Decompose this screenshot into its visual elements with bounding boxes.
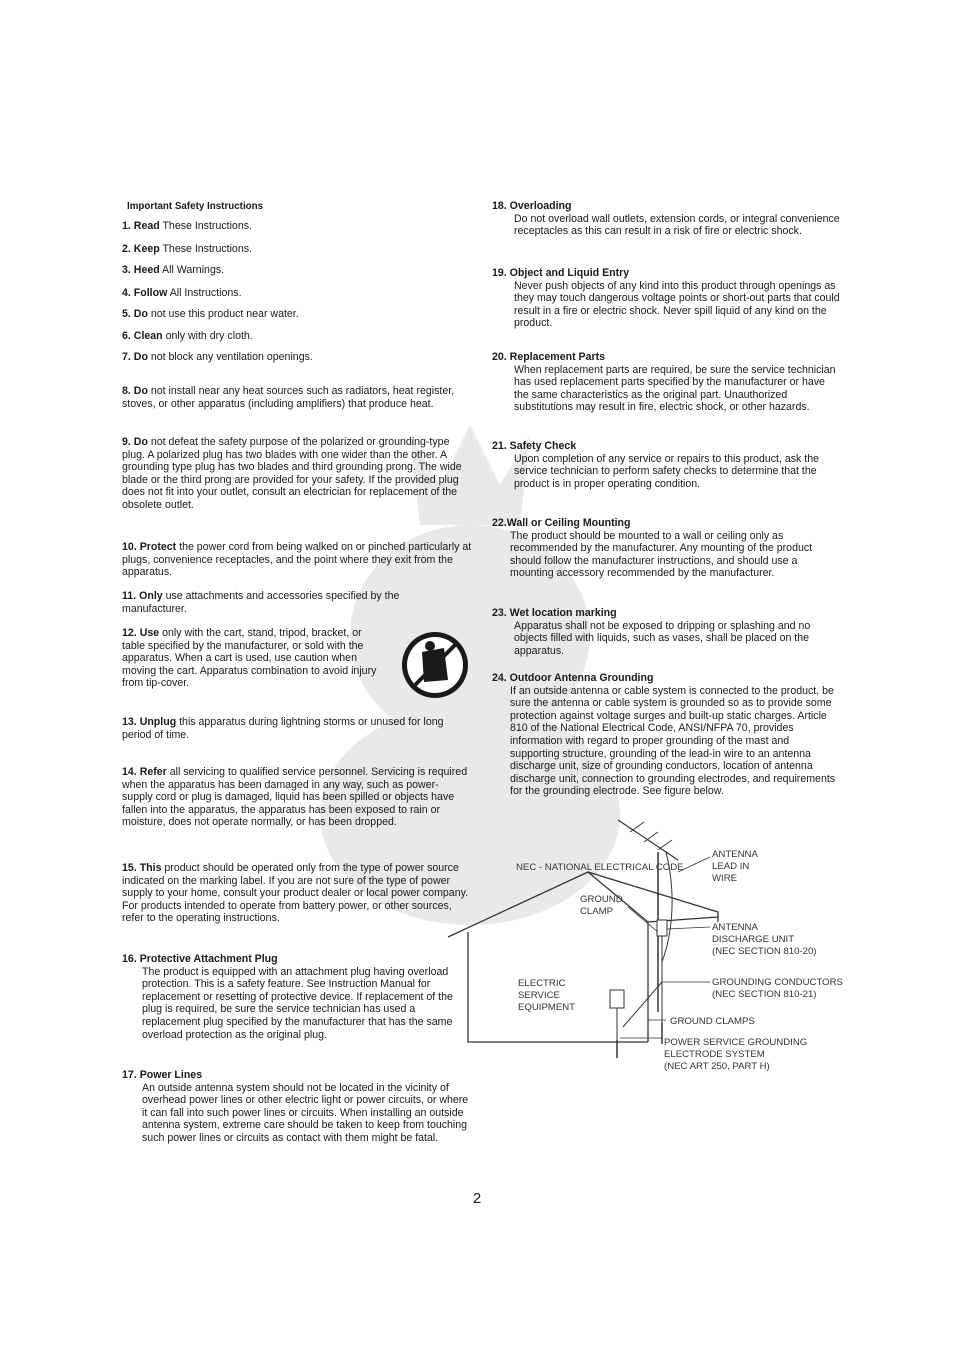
list-item: 21. Safety Check Upon completion of any service or repairs to this product, ask the service technician to perform safety checks to determine that the product is in proper operating condition. <box>492 440 820 490</box>
list-item: 14. Refer all servicing to qualified service personnel. Servicing is required when the apparatus has been damaged in any way, such as power-supply cord or plug is damaged, liquid has been spilled or objects have fallen into the apparatus, the apparatus has been exposed to rain or moisture, does not operate normally, or has been dropped. <box>122 766 468 829</box>
nec-label: NEC - NATIONAL ELECTRICAL CODE <box>516 862 684 873</box>
label-antenna-lead-in: WIRE <box>712 873 738 884</box>
label-electric-service: ELECTRIC <box>518 978 566 989</box>
label-antenna-lead-in: LEAD IN <box>712 861 750 872</box>
list-item: 8. Do not install near any heat sources such as radiators, heat register, stoves, or other apparatus (including amplifiers) that produce heat. <box>122 385 455 410</box>
section-heading: Important Safety Instructions <box>127 201 264 212</box>
label-power-service-grounding: ELECTRODE SYSTEM <box>664 1049 765 1060</box>
list-item: 18. Overloading Do not overload wall outlets, extension cords, or integral convenience receptacles as this can result in a risk of fire or electric shock. <box>492 200 840 238</box>
label-power-service-grounding: POWER SERVICE GROUNDING <box>664 1037 808 1048</box>
left-column <box>121 201 477 217</box>
label-discharge-unit: ANTENNA <box>712 922 758 933</box>
list-item: 10. Protect the power cord from being walked on or pinched particularly at plugs, convenience receptacles, and the point where they exit from the apparatus. <box>122 541 472 579</box>
antenna-element <box>618 820 678 860</box>
label-power-service-grounding: (NEC ART 250, PART H) <box>664 1061 770 1072</box>
label-electric-service: SERVICE <box>518 990 560 1001</box>
list-item: 4. Follow All Instructions. <box>122 287 242 299</box>
list-item: 5. Do not use this product near water. <box>122 308 299 320</box>
label-ground-clamp: CLAMP <box>580 906 614 917</box>
label-ground-clamps: GROUND CLAMPS <box>670 1016 755 1027</box>
list-item: 12. Use only with the cart, stand, tripod, bracket, or table specified by the manufacturer, or sold with the apparatus. When a cart is used, use caution when moving the cart. Apparatus combination to avoid injury from tip-cover. <box>122 627 377 690</box>
lead-in-wire <box>662 852 672 1022</box>
list-item: 13. Unplug this apparatus during lightning storms or unused for long period of time. <box>122 716 444 741</box>
list-item: 23. Wet location marking Apparatus shall not be exposed to dripping or splashing and no objects filled with liquids, such as vases, shall be placed on the apparatus. <box>492 607 811 657</box>
list-item: 1. Read These Instructions. <box>122 220 252 232</box>
discharge-unit <box>657 920 667 936</box>
antenna-grounding-diagram <box>448 812 858 1082</box>
grounding-conductor <box>623 936 662 1027</box>
list-item: 17. Power Lines An outside antenna system should not be located in the vicinity of overhead power lines or other electric light or power circuits, or where it can fall into such power lines or circuits. When installing an outside antenna system, extreme care should be taken to keep from touching such power lines or circuits as contact with them might be fatal. <box>122 1069 469 1144</box>
list-item: 9. Do not defeat the safety purpose of the polarized or grounding-type plug. A polarized plug has two blades with one wider than the other. A grounding type plug has two blades and third grounding prong. The wide blade or the third prong are provided for your safety. If the provided plug does not fit into your outlet, consult an electrician for replacement of the obsolete outlet. <box>122 436 462 511</box>
electric-service-box <box>610 990 624 1008</box>
label-electric-service: EQUIPMENT <box>518 1002 576 1013</box>
list-item: 15. This product should be operated only from the type of power source indicated on the marking label. If you are not sure of the type of power supply to your home, consult your product dealer or local power company. For products intended to operate from battery power, or other sources, refer to the operating instructions. <box>122 862 469 925</box>
list-item: 22.Wall or Ceiling Mounting The product should be mounted to a wall or ceiling only as recommended by the manufacturer. Any mounting of the product should follow the manufacturer instructions, and should use a mounting accessory recommended by the manufacturer. <box>492 517 813 580</box>
list-item: 7. Do not block any ventilation openings. <box>122 351 313 363</box>
list-item: 19. Object and Liquid Entry Never push objects of any kind into this product through openings as they may touch dangerous voltage points or short-out parts that could result in a fire or electric shock. Never spill liquid of any kind on the product. <box>492 267 840 330</box>
list-item: 11. Only use attachments and accessories specified by the manufacturer. <box>122 590 400 615</box>
page-number: 2 <box>472 1190 482 1207</box>
label-grounding-conductors: (NEC SECTION 810-21) <box>712 989 817 1000</box>
list-item: 6. Clean only with dry cloth. <box>122 330 253 342</box>
label-discharge-unit: (NEC SECTION 810-20) <box>712 946 817 957</box>
label-ground-clamp: GROUND <box>580 894 623 905</box>
label-discharge-unit: DISCHARGE UNIT <box>712 934 795 945</box>
cart-warning-icon <box>400 630 470 700</box>
list-item: 2. Keep These Instructions. <box>122 243 252 255</box>
label-antenna-lead-in: ANTENNA <box>712 849 758 860</box>
list-item: 16. Protective Attachment Plug The product is equipped with an attachment plug having overload protection. This is a safety feature. See Instruction Manual for replacement or resetting of protective device. If replacement of the plug is required, be sure the service technician has used a replacement plug specified by the manufacturer that has the same overload protection as the original plug. <box>122 953 453 1041</box>
list-item: 3. Heed All Warnings. <box>122 264 225 276</box>
list-item: 24. Outdoor Antenna Grounding If an outside antenna or cable system is connected to the product, be sure the antenna or cable system is grounded so as to provide some protection against voltage surges and built-up static charges. Article 810 of the National Electrical Code, ANSI/NFPA 70, provides information with regard to proper grounding of the mast and supporting structure, grounding of the lead-in wire to an antenna discharge unit, size of grounding conductors, location of antenna discharge unit, connection to grounding electrodes, and requirements for the grounding electrode. See figure below. <box>492 672 836 798</box>
label-grounding-conductors: GROUNDING CONDUCTORS <box>712 977 843 988</box>
list-item: 20. Replacement Parts When replacement parts are required, be sure the service technician has used replacement parts specified by the manufacturer or have the same characteristics as the original part. Unauthorized substitutions may result in fire, electric shock, or other hazards. <box>492 351 836 414</box>
